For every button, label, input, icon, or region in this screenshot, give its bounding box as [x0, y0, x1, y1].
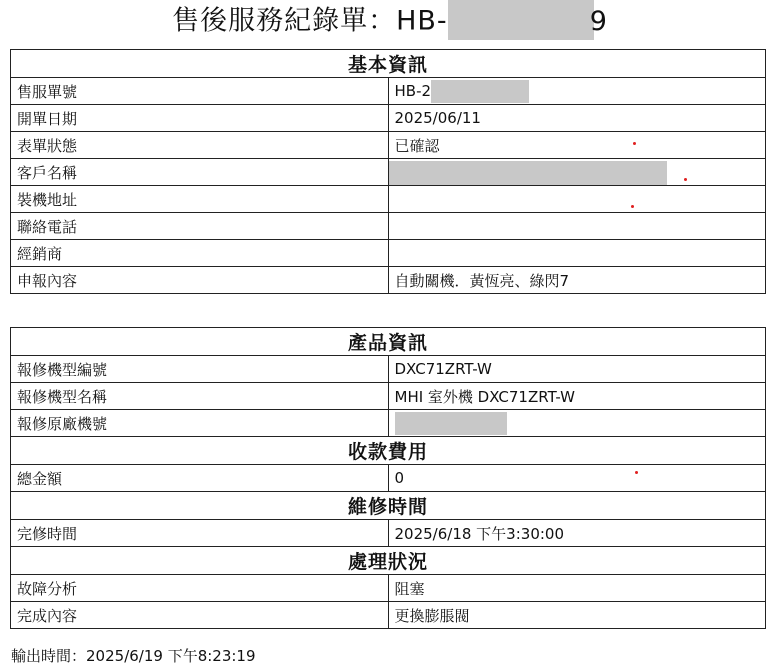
- table-row: [11, 602, 766, 629]
- field-value-complete-time: 2025/6/18 下午3:30:00: [388, 520, 766, 547]
- field-value-dealer: [388, 240, 766, 267]
- field-value-phone: [388, 213, 766, 240]
- table-row: [11, 186, 766, 213]
- field-value-model-name: MHI 室外機 DXC71ZRT-W: [388, 383, 766, 410]
- redaction-block: [395, 412, 507, 435]
- field-value-fault-analysis: 阻塞: [388, 575, 766, 602]
- red-mark: [684, 178, 687, 181]
- field-label: 開單日期: [11, 105, 389, 132]
- output-time: [11, 645, 256, 666]
- field-label: 售服單號: [11, 78, 389, 105]
- field-value-service-no: [388, 78, 766, 105]
- table-row: [11, 575, 766, 602]
- table-row: [11, 240, 766, 267]
- output-time-label: 輸出時間：: [11, 647, 87, 665]
- field-value-report-content: 自動關機．黃恆亮、綠閃7: [388, 267, 766, 294]
- field-label: 報修機型編號: [11, 356, 389, 383]
- field-label: 故障分析: [11, 575, 389, 602]
- redaction-block: [389, 161, 667, 186]
- field-value-address: [388, 186, 766, 213]
- redaction-block: [448, 0, 594, 40]
- table-row: [11, 520, 766, 547]
- section-header-repair-time: 維修時間: [11, 492, 766, 520]
- field-value-total-amount: 0: [388, 465, 766, 492]
- section-header-payment: 收款費用: [11, 437, 766, 465]
- field-label: 經銷商: [11, 240, 389, 267]
- field-label: 完修時間: [11, 520, 389, 547]
- table-row: [11, 356, 766, 383]
- field-label: 申報內容: [11, 267, 389, 294]
- field-value-customer-name: [388, 159, 766, 186]
- table-row: [11, 132, 766, 159]
- table-row: [11, 213, 766, 240]
- field-label: 完成內容: [11, 602, 389, 629]
- table-row: [11, 78, 766, 105]
- redaction-block: [431, 80, 529, 103]
- output-time-value: 2025/6/19 下午8:23:19: [86, 647, 256, 665]
- field-label: 表單狀態: [11, 132, 389, 159]
- field-label: 客戶名稱: [11, 159, 389, 186]
- field-value-open-date: 2025/06/11: [388, 105, 766, 132]
- table-row: [11, 410, 766, 437]
- table-row: [11, 267, 766, 294]
- table-row: [11, 383, 766, 410]
- field-label: 裝機地址: [11, 186, 389, 213]
- field-value-completion: 更換膨脹閥: [388, 602, 766, 629]
- field-value-serial-no: [388, 410, 766, 437]
- section-header-basic: 基本資訊: [11, 50, 766, 78]
- title-prefix: 售後服務紀錄單：HB-: [172, 5, 448, 37]
- title-suffix: 9: [589, 5, 608, 37]
- field-value-form-status: 已確認: [388, 132, 766, 159]
- field-label: 報修機型名稱: [11, 383, 389, 410]
- field-label: 聯絡電話: [11, 213, 389, 240]
- field-value-model-no: DXC71ZRT-W: [388, 356, 766, 383]
- section-header-product: 產品資訊: [11, 328, 766, 356]
- red-mark: [633, 142, 636, 145]
- product-info-table: [10, 327, 766, 629]
- table-row: [11, 159, 766, 186]
- field-label: 總金額: [11, 465, 389, 492]
- red-mark: [631, 205, 634, 208]
- field-label: 報修原廠機號: [11, 410, 389, 437]
- red-mark: [635, 471, 638, 474]
- document-title: [0, 4, 780, 40]
- section-header-status: 處理狀況: [11, 547, 766, 575]
- table-row: [11, 105, 766, 132]
- basic-info-table: [10, 49, 766, 294]
- table-row: [11, 465, 766, 492]
- service-no-text: HB-2: [394, 81, 432, 100]
